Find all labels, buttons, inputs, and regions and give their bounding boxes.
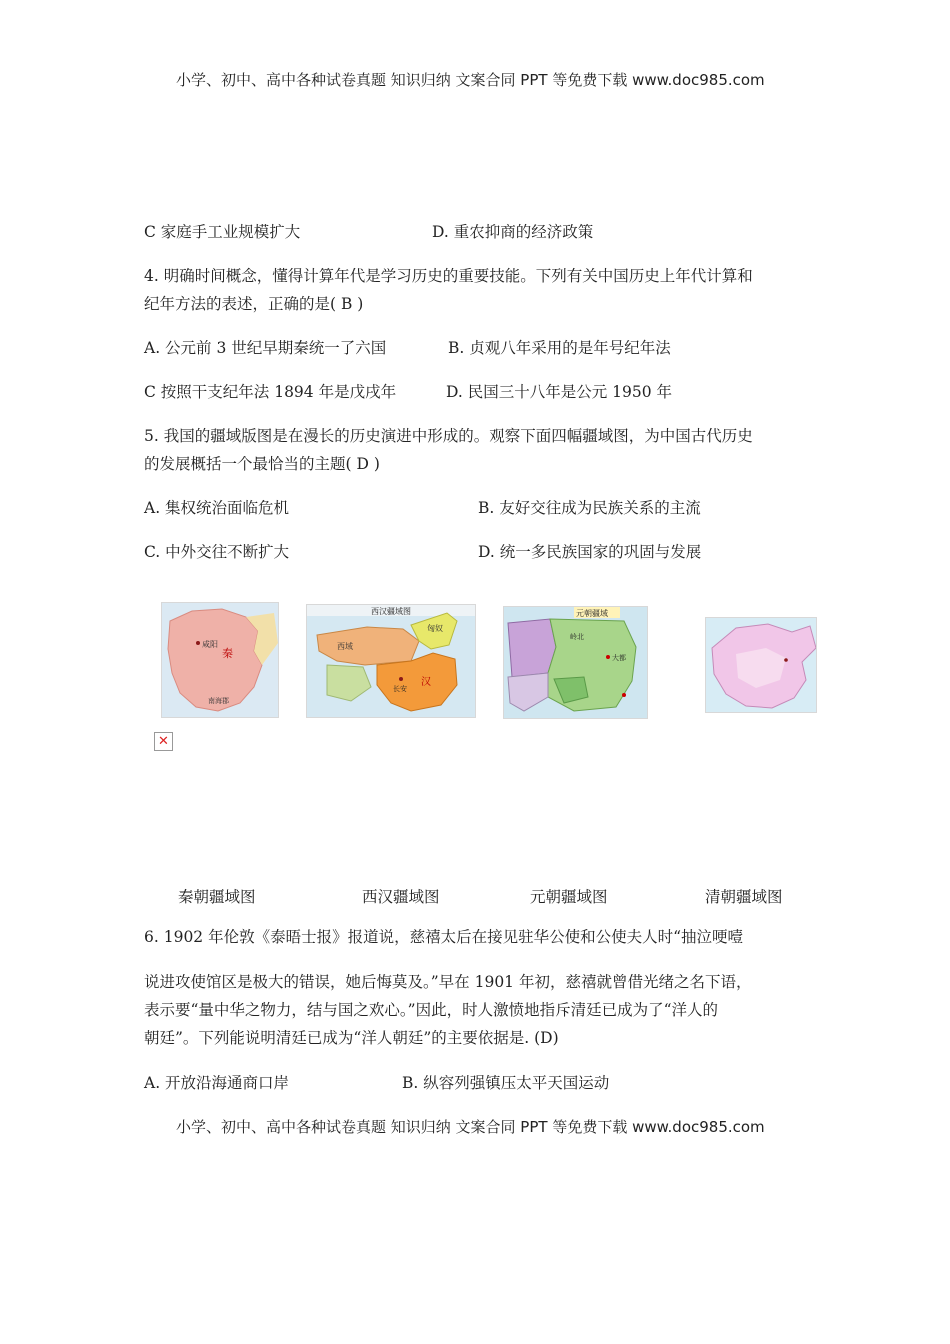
han-map-place4: 西域 [337, 642, 353, 651]
q4-stem-line1: 4. 明确时间概念，懂得计算年代是学习历史的重要技能。下列有关中国历史上年代计算和 [144, 267, 753, 285]
q6-stem-line3: 表示要“量中华之物力，结与国之欢心。”因此，时人激愤地指斥清廷已成为了“洋人的 [144, 1001, 719, 1019]
q5-stem-line1: 5. 我国的疆域版图是在漫长的历史演进中形成的。观察下面四幅疆域图，为中国古代历史 [144, 427, 753, 445]
caption-qing: 清朝疆域图 [705, 888, 783, 906]
q6-option-b: B. 纵容列强镇压太平天国运动 [402, 1074, 610, 1092]
han-map-place3: 匈奴 [427, 624, 443, 633]
q6-stem-line1: 6. 1902 年伦敦《泰晤士报》报道说，慈禧太后在接见驻华公使和公使夫人时“抽泣哽噎 [144, 928, 744, 946]
qin-map-place1: 咸阳 [202, 640, 218, 649]
q5-option-d: D. 统一多民族国家的巩固与发展 [478, 543, 702, 561]
page-header: 小学、初中、高中各种试卷真题 知识归纳 文案合同 PPT 等免费下载 www.doc985.com [176, 71, 765, 89]
q4-option-b: B. 贞观八年采用的是年号纪年法 [448, 339, 671, 357]
q5-option-b: B. 友好交往成为民族关系的主流 [478, 499, 701, 517]
page-footer: 小学、初中、高中各种试卷真题 知识归纳 文案合同 PPT 等免费下载 www.doc985.com [176, 1118, 765, 1136]
q5-option-c: C. 中外交往不断扩大 [144, 543, 290, 561]
q4-option-a: A. 公元前 3 世纪早期秦统一了六国 [144, 339, 387, 357]
q5-option-a: A. 集权统治面临危机 [144, 499, 290, 517]
qin-map-place2: 南海郡 [208, 697, 229, 705]
han-map-place1: 长安 [393, 685, 407, 693]
han-map-image [306, 604, 476, 718]
q4-option-d: D. 民国三十八年是公元 1950 年 [446, 383, 673, 401]
q3-option-d: D. 重农抑商的经济政策 [432, 223, 594, 241]
q5-stem-line2: 的发展概括一个最恰当的主题( D ) [144, 455, 380, 473]
yuan-map-place1: 大都 [612, 654, 626, 662]
q4-stem-line2: 纪年方法的表述，正确的是( B ) [144, 295, 364, 313]
q6-stem-line4: 朝廷”。下列能说明清廷已成为“洋人朝廷”的主要依据是. (D) [144, 1029, 559, 1047]
q6-option-a: A. 开放沿海通商口岸 [144, 1074, 290, 1092]
q4-option-c: C 按照干支纪年法 1894 年是戊戌年 [144, 383, 397, 401]
qin-map-image [161, 602, 279, 718]
broken-image-icon: ✕ [154, 732, 173, 751]
caption-yuan: 元朝疆域图 [530, 888, 608, 906]
q3-option-c: C 家庭手工业规模扩大 [144, 223, 301, 241]
yuan-map-place2: 岭北 [570, 633, 584, 641]
han-map-title: 西汉疆域图 [371, 607, 411, 616]
han-map-place2: 汉 [421, 677, 431, 688]
q6-stem-line2: 说进攻使馆区是极大的错误，她后悔莫及。”早在 1901 年初，慈禧就曾借光绪之名下语， [144, 973, 752, 991]
caption-qin: 秦朝疆域图 [178, 888, 256, 906]
yuan-map-title: 元朝疆域 [576, 609, 608, 618]
qing-map-image [705, 617, 817, 713]
yuan-map-image [503, 606, 648, 719]
qin-map-label: 秦 [222, 647, 233, 660]
caption-han: 西汉疆域图 [362, 888, 440, 906]
